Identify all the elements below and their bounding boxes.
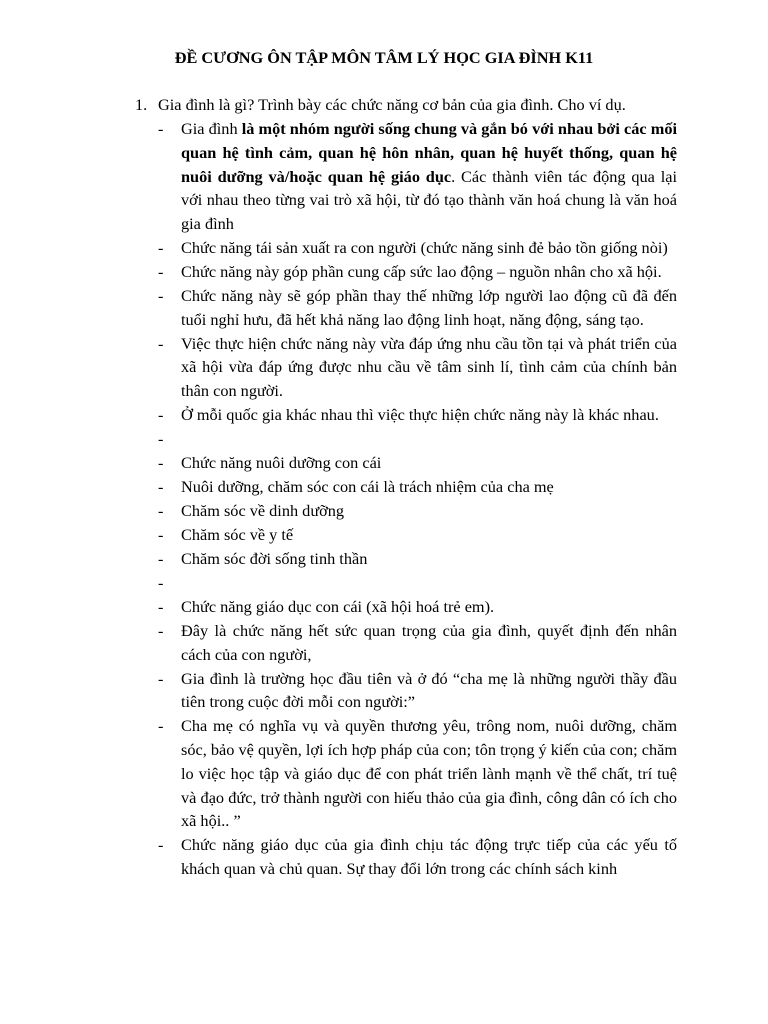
- list-item: [0, 284, 768, 332]
- text-segment: Nuôi dưỡng, chăm sóc con cái là trách nhiệm của cha mẹ: [181, 476, 554, 496]
- text-segment: Chăm sóc về dinh dưỡng: [181, 500, 345, 520]
- list-item-text: [181, 332, 677, 403]
- list-item-text: [181, 547, 677, 571]
- bullet-dash: -: [158, 119, 164, 138]
- bullet-dash: -: [158, 285, 164, 305]
- bullet-list: [0, 117, 768, 881]
- bullet-dash: -: [158, 452, 164, 472]
- list-item-text: [181, 714, 677, 833]
- bullet-dash: -: [158, 428, 164, 448]
- list-item-text: [181, 451, 677, 475]
- list-item-text: [181, 475, 677, 499]
- list-item: [0, 117, 768, 236]
- list-item: [0, 833, 768, 881]
- bullet-dash: -: [158, 596, 164, 616]
- bullet-dash: -: [158, 524, 164, 544]
- list-item: [0, 451, 768, 475]
- list-item: [0, 571, 768, 595]
- list-item: [0, 595, 768, 619]
- text-segment: . Các thành viên tác động qua lại với nhau theo từng vai trò xã hội, từ đó tạo thành văn hoá chung là văn hoá gia đình: [181, 166, 677, 234]
- bullet-dash: -: [158, 476, 164, 496]
- list-item: [0, 667, 768, 715]
- bullet-dash: -: [158, 572, 164, 592]
- bullet-dash: -: [158, 835, 164, 855]
- list-item: [0, 332, 768, 403]
- list-item-text: [181, 595, 677, 619]
- text-segment: Chăm sóc về y tế: [181, 524, 294, 544]
- text-segment: Chăm sóc đời sống tinh thần: [181, 548, 368, 568]
- text-segment: Đây là chức năng hết sức quan trọng của gia đình, quyết định đến nhân cách của con người,: [181, 620, 677, 664]
- list-item: [0, 499, 768, 523]
- text-segment: Cha mẹ có nghĩa vụ và quyền thương yêu, trông nom, nuôi dưỡng, chăm sóc, bảo vệ quyền, lợi ích hợp pháp của con; tôn trọng ý kiến của con; chăm lo việc học tập và giáo dục để con phát triển lành mạnh về thể chất, trí tuệ và đạo đức, trở thành người con hiếu thảo của gia đình, công dân có ích cho xã hội.. ”: [181, 716, 677, 831]
- list-item: [0, 547, 768, 571]
- list-item: [0, 714, 768, 833]
- list-item-text: [181, 427, 677, 451]
- list-item-text: [181, 667, 677, 715]
- list-item: [0, 475, 768, 499]
- list-item: [0, 427, 768, 451]
- list-item-text: [181, 236, 677, 260]
- bold-text-segment: là một nhóm người sống chung và gắn bó với nhau bởi các mối quan hệ tình cảm, quan hệ hôn nhân, quan hệ huyết thống, quan hệ nuôi dưỡng và/hoặc quan hệ giáo dục: [181, 119, 678, 186]
- list-item: [0, 403, 768, 427]
- list-item-text: [181, 523, 677, 547]
- list-item-text: [181, 571, 677, 595]
- list-item-text: [181, 499, 677, 523]
- bullet-dash: -: [158, 716, 164, 736]
- text-segment: Chức năng tái sản xuất ra con người (chức năng sinh đẻ bảo tồn giống nòi): [181, 237, 668, 257]
- list-item: [0, 236, 768, 260]
- text-segment: Chức năng giáo dục con cái (xã hội hoá trẻ em).: [181, 596, 495, 616]
- question-text: Gia đình là gì? Trình bày các chức năng cơ bản của gia đình. Cho ví dụ.: [158, 95, 626, 114]
- list-item-text: [181, 619, 677, 667]
- text-segment: Chức năng này sẽ góp phần thay thế những lớp người lao động cũ đã đến tuổi nghỉ hưu, đã hết khả năng lao động linh hoạt, năng động, sáng tạo.: [181, 285, 677, 329]
- list-item-text: [181, 260, 677, 284]
- list-item-text: [181, 117, 677, 236]
- question-heading: [135, 93, 695, 117]
- question-number: 1.: [135, 95, 148, 114]
- text-segment: Ở mỗi quốc gia khác nhau thì việc thực hiện chức năng này là khác nhau.: [181, 404, 659, 424]
- text-segment: Việc thực hiện chức năng này vừa đáp ứng nhu cầu tồn tại và phát triển của xã hội vừa đáp ứng được nhu cầu về tâm sinh lí, tình cảm của chính bản thân con người.: [181, 333, 677, 401]
- bullet-dash: -: [158, 500, 164, 520]
- list-item: [0, 619, 768, 667]
- list-item-text: [181, 284, 677, 332]
- bullet-dash: -: [158, 237, 164, 257]
- bullet-dash: -: [158, 404, 164, 424]
- text-segment: Gia đình là trường học đầu tiên và ở đó “cha mẹ là những người thầy đầu tiên trong cuộc đời mỗi con người:”: [181, 668, 677, 712]
- list-item-text: [181, 833, 677, 881]
- list-item: [0, 523, 768, 547]
- text-segment: Chức năng giáo dục của gia đình chịu tác động trực tiếp của các yếu tố khách quan và chủ quan. Sự thay đổi lớn trong các chính sách kinh: [181, 835, 677, 878]
- bullet-dash: -: [158, 668, 164, 688]
- text-segment: Gia đình: [181, 119, 242, 138]
- bullet-dash: -: [158, 620, 164, 640]
- bullet-dash: -: [158, 548, 164, 568]
- text-segment: Chức năng này góp phần cung cấp sức lao động – nguồn nhân cho xã hội.: [181, 261, 662, 281]
- bullet-dash: -: [158, 261, 164, 281]
- text-segment: Chức năng nuôi dưỡng con cái: [181, 452, 382, 472]
- document-title: ĐỀ CƯƠNG ÔN TẬP MÔN TÂM LÝ HỌC GIA ĐÌNH K11: [174, 48, 594, 67]
- list-item: [0, 260, 768, 284]
- list-item-text: [181, 403, 677, 427]
- bullet-dash: -: [158, 333, 164, 353]
